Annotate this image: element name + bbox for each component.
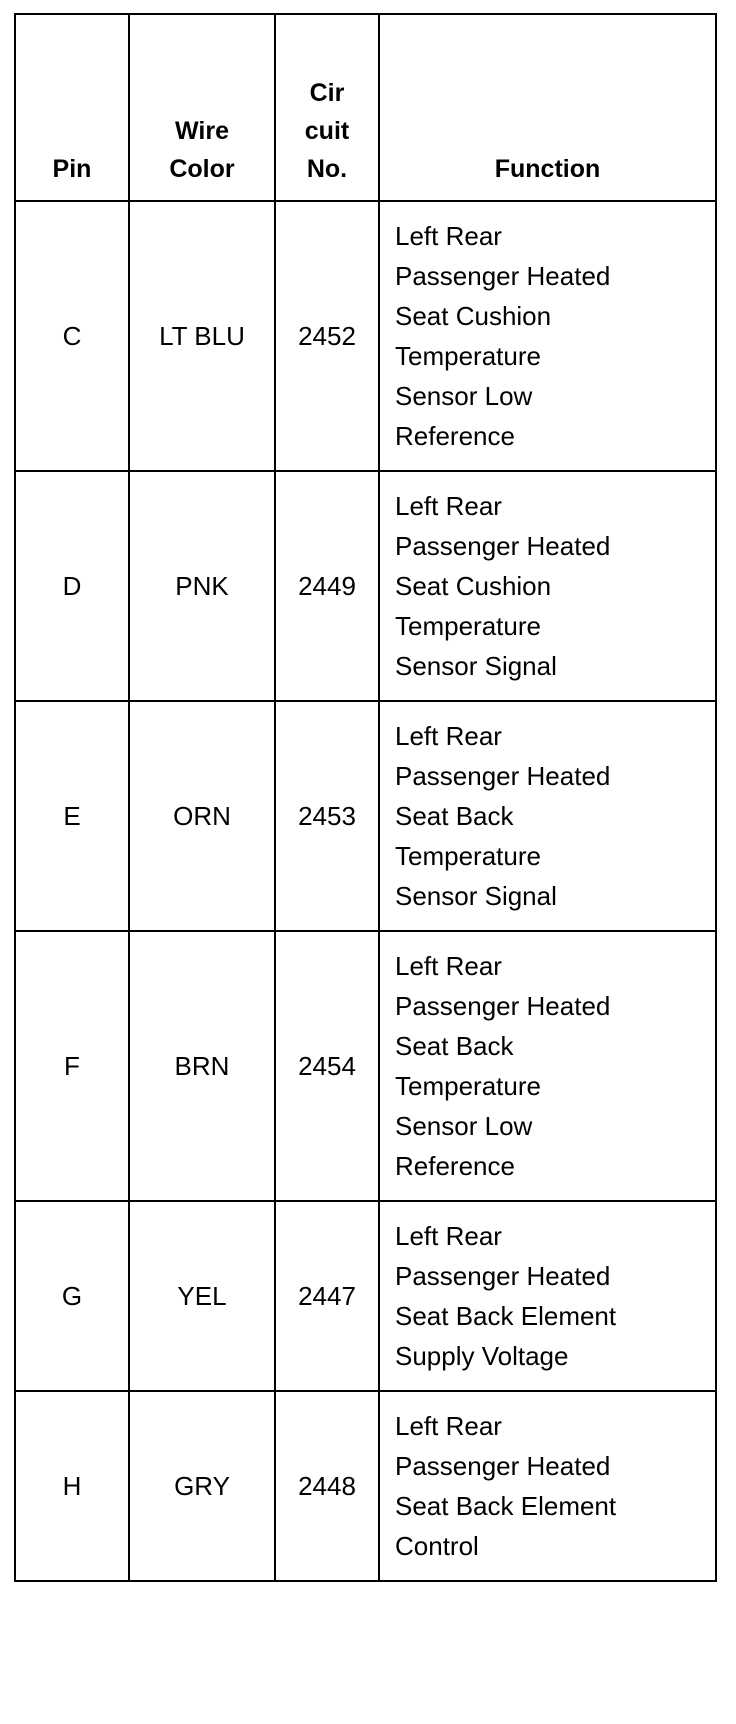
function-line: Seat Back xyxy=(395,801,514,831)
connector-pinout-table xyxy=(14,13,717,1582)
function-line: Seat Back Element xyxy=(395,1491,617,1521)
function-line: Seat Back xyxy=(395,1031,514,1061)
circuit-cell: 2448 xyxy=(275,1391,379,1581)
pin-cell: D xyxy=(15,471,129,701)
function-line: Sensor Low xyxy=(395,1111,533,1141)
table-row xyxy=(15,701,716,931)
pin-cell: F xyxy=(15,931,129,1201)
header-function-label: Function xyxy=(494,155,601,183)
function-line: Passenger Heated xyxy=(395,531,611,561)
pin-cell: E xyxy=(15,701,129,931)
function-line: Passenger Heated xyxy=(395,1451,611,1481)
function-cell xyxy=(379,201,716,471)
function-cell xyxy=(379,931,716,1201)
header-wire-color-line-1: Wire xyxy=(175,117,229,145)
header-wire-color xyxy=(129,14,275,201)
function-line: Reference xyxy=(395,1151,515,1181)
table-row xyxy=(15,471,716,701)
function-line: Seat Cushion xyxy=(395,571,552,601)
table-row xyxy=(15,1201,716,1391)
circuit-cell: 2452 xyxy=(275,201,379,471)
circuit-cell: 2449 xyxy=(275,471,379,701)
header-pin xyxy=(15,14,129,201)
header-function xyxy=(379,14,716,201)
function-line: Left Rear xyxy=(395,721,502,751)
header-circuit-line-3: No. xyxy=(306,155,348,183)
table-body xyxy=(15,201,716,1581)
header-pin-label: Pin xyxy=(52,155,92,183)
function-line: Temperature xyxy=(395,1071,541,1101)
function-line: Sensor Low xyxy=(395,381,533,411)
circuit-cell: 2447 xyxy=(275,1201,379,1391)
pin-cell: G xyxy=(15,1201,129,1391)
table-row xyxy=(15,1391,716,1581)
wire-color-cell: YEL xyxy=(129,1201,275,1391)
function-line: Temperature xyxy=(395,341,541,371)
header-wire-color-line-2: Color xyxy=(169,155,235,183)
header-circuit-line-2: cuit xyxy=(304,117,350,145)
wire-color-cell: GRY xyxy=(129,1391,275,1581)
wire-color-cell: PNK xyxy=(129,471,275,701)
function-line: Left Rear xyxy=(395,221,502,251)
function-line: Passenger Heated xyxy=(395,1261,611,1291)
function-line: Seat Cushion xyxy=(395,301,552,331)
function-line: Reference xyxy=(395,421,515,451)
function-line: Left Rear xyxy=(395,951,502,981)
table-row xyxy=(15,931,716,1201)
circuit-cell: 2454 xyxy=(275,931,379,1201)
table-row xyxy=(15,201,716,471)
function-line: Sensor Signal xyxy=(395,881,557,911)
function-line: Temperature xyxy=(395,841,541,871)
header-circuit-line-1: Cir xyxy=(309,79,345,107)
header-circuit-no xyxy=(275,14,379,201)
function-line: Control xyxy=(395,1531,479,1561)
function-cell xyxy=(379,701,716,931)
pin-cell: C xyxy=(15,201,129,471)
pin-cell: H xyxy=(15,1391,129,1581)
function-line: Left Rear xyxy=(395,491,502,521)
function-cell xyxy=(379,1391,716,1581)
function-line: Left Rear xyxy=(395,1221,502,1251)
function-line: Temperature xyxy=(395,611,541,641)
function-line: Sensor Signal xyxy=(395,651,557,681)
table-header xyxy=(15,14,716,201)
function-line: Passenger Heated xyxy=(395,991,611,1021)
wire-color-cell: BRN xyxy=(129,931,275,1201)
function-cell xyxy=(379,471,716,701)
function-line: Left Rear xyxy=(395,1411,502,1441)
function-line: Passenger Heated xyxy=(395,761,611,791)
function-line: Supply Voltage xyxy=(395,1341,569,1371)
wire-color-cell: ORN xyxy=(129,701,275,931)
function-line: Passenger Heated xyxy=(395,261,611,291)
function-line: Seat Back Element xyxy=(395,1301,617,1331)
function-cell xyxy=(379,1201,716,1391)
wire-color-cell: LT BLU xyxy=(129,201,275,471)
header-row xyxy=(15,14,716,201)
circuit-cell: 2453 xyxy=(275,701,379,931)
